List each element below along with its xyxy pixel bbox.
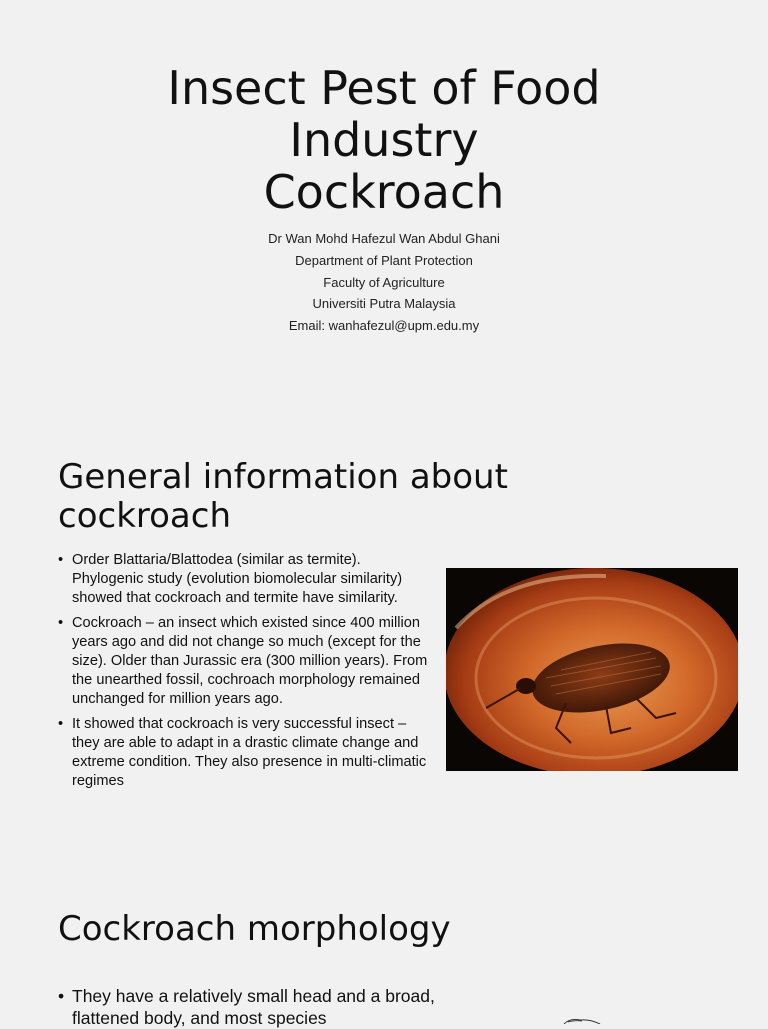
section-heading-general: General information about cockroach	[58, 457, 508, 536]
amber-fossil-illustration	[446, 568, 738, 771]
section-heading-morphology: Cockroach morphology	[58, 909, 451, 949]
cockroach-sketch-icon	[560, 1010, 610, 1024]
list-item: • They have a relatively small head and a broad, flattened body, and most species	[58, 985, 438, 1029]
author-university: Universiti Putra Malaysia	[312, 296, 456, 312]
list-item: • It showed that cockroach is very successful insect – they are able to adapt in a drastic climate change and extreme condition. They also presence in multi-climatic regimes	[58, 715, 430, 791]
author-department: Department of Plant Protection	[295, 252, 473, 268]
author-faculty: Faculty of Agriculture	[323, 274, 445, 290]
general-info-list	[58, 551, 430, 797]
author-email: Email: wanhafezul@upm.edu.my	[288, 318, 480, 334]
list-item: • Cockroach – an insect which existed since 400 million years ago and did not change so much (except for the size). Older than Jurassic era (300 million years). From the unearthed fossil, cochroach morphology remained unchanged for million years ago.	[58, 614, 430, 709]
title-line-3: Cockroach	[263, 165, 505, 219]
slide-title	[0, 62, 768, 218]
author-name: Dr Wan Mohd Hafezul Wan Abdul Ghani	[268, 231, 500, 246]
morphology-list	[58, 985, 438, 1029]
list-item: • Order Blattaria/Blattodea (similar as termite). Phylogenic study (evolution biomolecular similarity) showed that cockroach and termite have similarity.	[58, 551, 430, 608]
amber-fossil-image	[446, 568, 738, 771]
author-block	[0, 228, 768, 337]
title-line-1: Insect Pest of Food	[167, 61, 601, 115]
title-line-2: Industry	[289, 113, 479, 167]
